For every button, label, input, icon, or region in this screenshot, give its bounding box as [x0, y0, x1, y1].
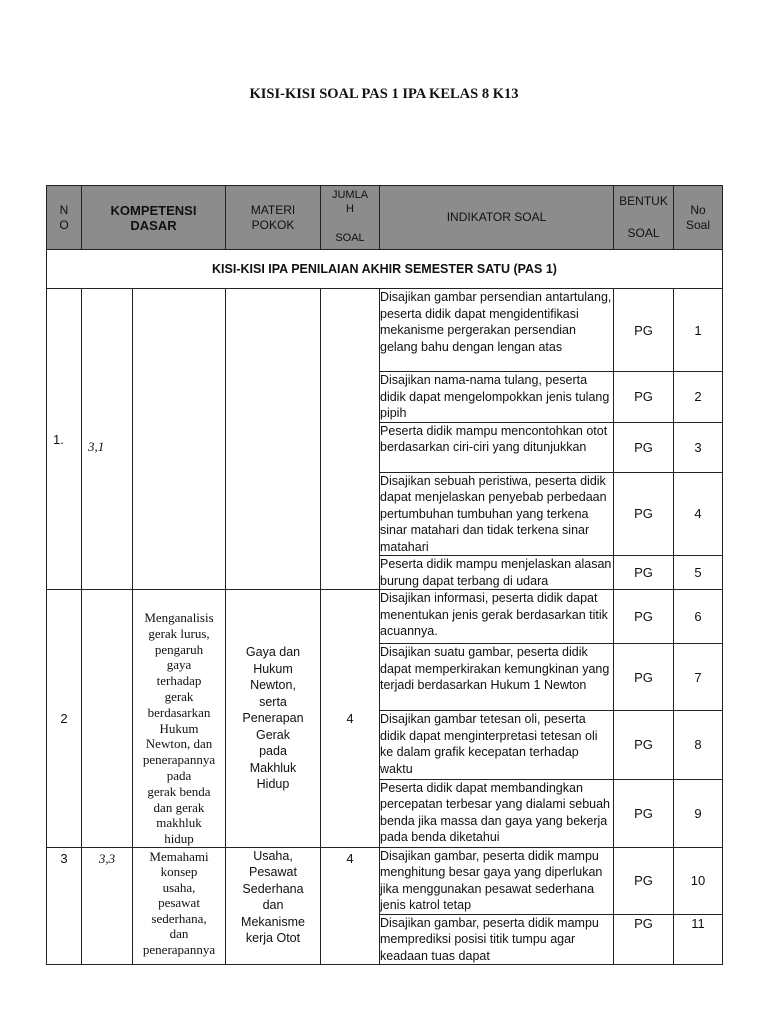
document-title: KISI-KISI SOAL PAS 1 IPA KELAS 8 K13: [249, 86, 519, 102]
indikator-cell: Peserta didik mampu mencontohkan otot berdasarkan ciri-ciri yang ditunjukkan: [380, 422, 614, 472]
group-kd-text: Menganalisis gerak lurus, pengaruh gaya terhadap gerak berdasarkan Hukum Newton, dan penerapannya pada gerak benda dan gerak makhluk hidup: [133, 590, 226, 848]
group-materi: [226, 289, 321, 590]
header-bentuk-top: BENTUK: [619, 194, 668, 208]
table-row: [47, 847, 723, 914]
group-materi: Gaya dan Hukum Newton, serta Penerapan Gerak pada Makhluk Hidup: [226, 590, 321, 848]
group-kd-number: 3,3: [82, 847, 133, 965]
no-soal-cell: 2: [674, 372, 723, 423]
no-soal-cell: 9: [674, 779, 723, 847]
indikator-cell: Peserta didik mampu menjelaskan alasan burung dapat terbang di udara: [380, 556, 614, 590]
table-row: [47, 590, 723, 644]
bentuk-cell: PG: [614, 556, 674, 590]
header-no: N O: [47, 186, 82, 250]
indikator-cell: Disajikan suatu gambar, peserta didik dapat memperkirakan kemungkinan yang terjadi berdasarkan Hukum 1 Newton: [380, 644, 614, 711]
header-jumlah-bottom: SOAL: [335, 232, 365, 244]
indikator-cell: Disajikan gambar, peserta didik mampu menghitung besar gaya yang diperlukan jika menggunakan pesawat sederhana jenis katrol tetap: [380, 847, 614, 914]
header-row: [47, 186, 723, 250]
no-soal-cell: 8: [674, 711, 723, 779]
group-no: 2: [47, 590, 82, 848]
no-soal-cell: 3: [674, 422, 723, 472]
section-title: KISI-KISI IPA PENILAIAN AKHIR SEMESTER SATU (PAS 1): [47, 250, 723, 289]
header-jumlah-top: JUMLA H: [331, 189, 369, 215]
indikator-cell: Peserta didik dapat membandingkan percepatan terbesar yang dialami sebuah benda jika massa dan gaya yang bekerja pada benda diketahui: [380, 779, 614, 847]
header-materi-pokok: MATERI POKOK: [226, 186, 321, 250]
no-soal-cell: 7: [674, 644, 723, 711]
no-soal-cell: 4: [674, 472, 723, 556]
bentuk-cell: PG: [614, 590, 674, 644]
indikator-cell: Disajikan gambar persendian antartulang, peserta didik dapat mengidentifikasi mekanisme pergerakan persendian gelang bahu dengan lengan atas: [380, 289, 614, 372]
no-soal-cell: 1: [674, 289, 723, 372]
group-kd-text: Memahami konsep usaha, pesawat sederhana, dan penerapannya: [133, 847, 226, 965]
bentuk-cell: PG: [614, 914, 674, 965]
group-materi: Usaha, Pesawat Sederhana dan Mekanisme kerja Otot: [226, 847, 321, 965]
group-kd-number-text: 3,1: [88, 439, 105, 454]
header-kompetensi-dasar: KOMPETENSI DASAR: [82, 186, 226, 250]
bentuk-cell: PG: [614, 372, 674, 423]
group-jumlah: 4: [321, 847, 380, 965]
section-row: [47, 250, 723, 289]
indikator-cell: Disajikan informasi, peserta didik dapat menentukan jenis gerak berdasarkan titik acuannya.: [380, 590, 614, 644]
table-row: [47, 289, 723, 372]
no-soal-cell: 10: [674, 847, 723, 914]
indikator-cell: Disajikan sebuah peristiwa, peserta didik dapat menjelaskan penyebab perbedaan pertumbuhan tumbuhan yang terkena sinar matahari dan tidak terkena sinar matahari: [380, 472, 614, 556]
bentuk-cell: PG: [614, 711, 674, 779]
header-bentuk-bottom: SOAL: [627, 226, 660, 240]
header-no-soal: No Soal: [674, 186, 723, 250]
indikator-cell: Disajikan gambar, peserta didik mampu memprediksi posisi titik tumpu agar keadaan tuas dapat: [380, 914, 614, 965]
bentuk-cell: PG: [614, 472, 674, 556]
header-indikator-soal: INDIKATOR SOAL: [380, 186, 614, 250]
bentuk-cell: PG: [614, 847, 674, 914]
kisi-kisi-table: [46, 185, 723, 965]
group-kd-text: [133, 289, 226, 590]
no-soal-cell: 5: [674, 556, 723, 590]
indikator-cell: Disajikan nama-nama tulang, peserta didik dapat mengelompokkan jenis tulang pipih: [380, 372, 614, 423]
bentuk-cell: PG: [614, 779, 674, 847]
no-soal-cell: 6: [674, 590, 723, 644]
group-jumlah: 4: [321, 590, 380, 848]
indikator-cell: Disajikan gambar tetesan oli, peserta didik dapat menginterpretasi tetesan oli ke dalam grafik kecepatan terhadap waktu: [380, 711, 614, 779]
bentuk-cell: PG: [614, 289, 674, 372]
header-jumlah-soal: [321, 186, 380, 250]
group-no: 3: [47, 847, 82, 965]
bentuk-cell: PG: [614, 422, 674, 472]
group-jumlah: [321, 289, 380, 590]
group-kd-number: [82, 289, 133, 590]
group-no: 1.: [47, 289, 82, 590]
bentuk-cell: PG: [614, 644, 674, 711]
header-bentuk-soal: [614, 186, 674, 250]
no-soal-cell: 11: [674, 914, 723, 965]
group-kd-number: [82, 590, 133, 848]
